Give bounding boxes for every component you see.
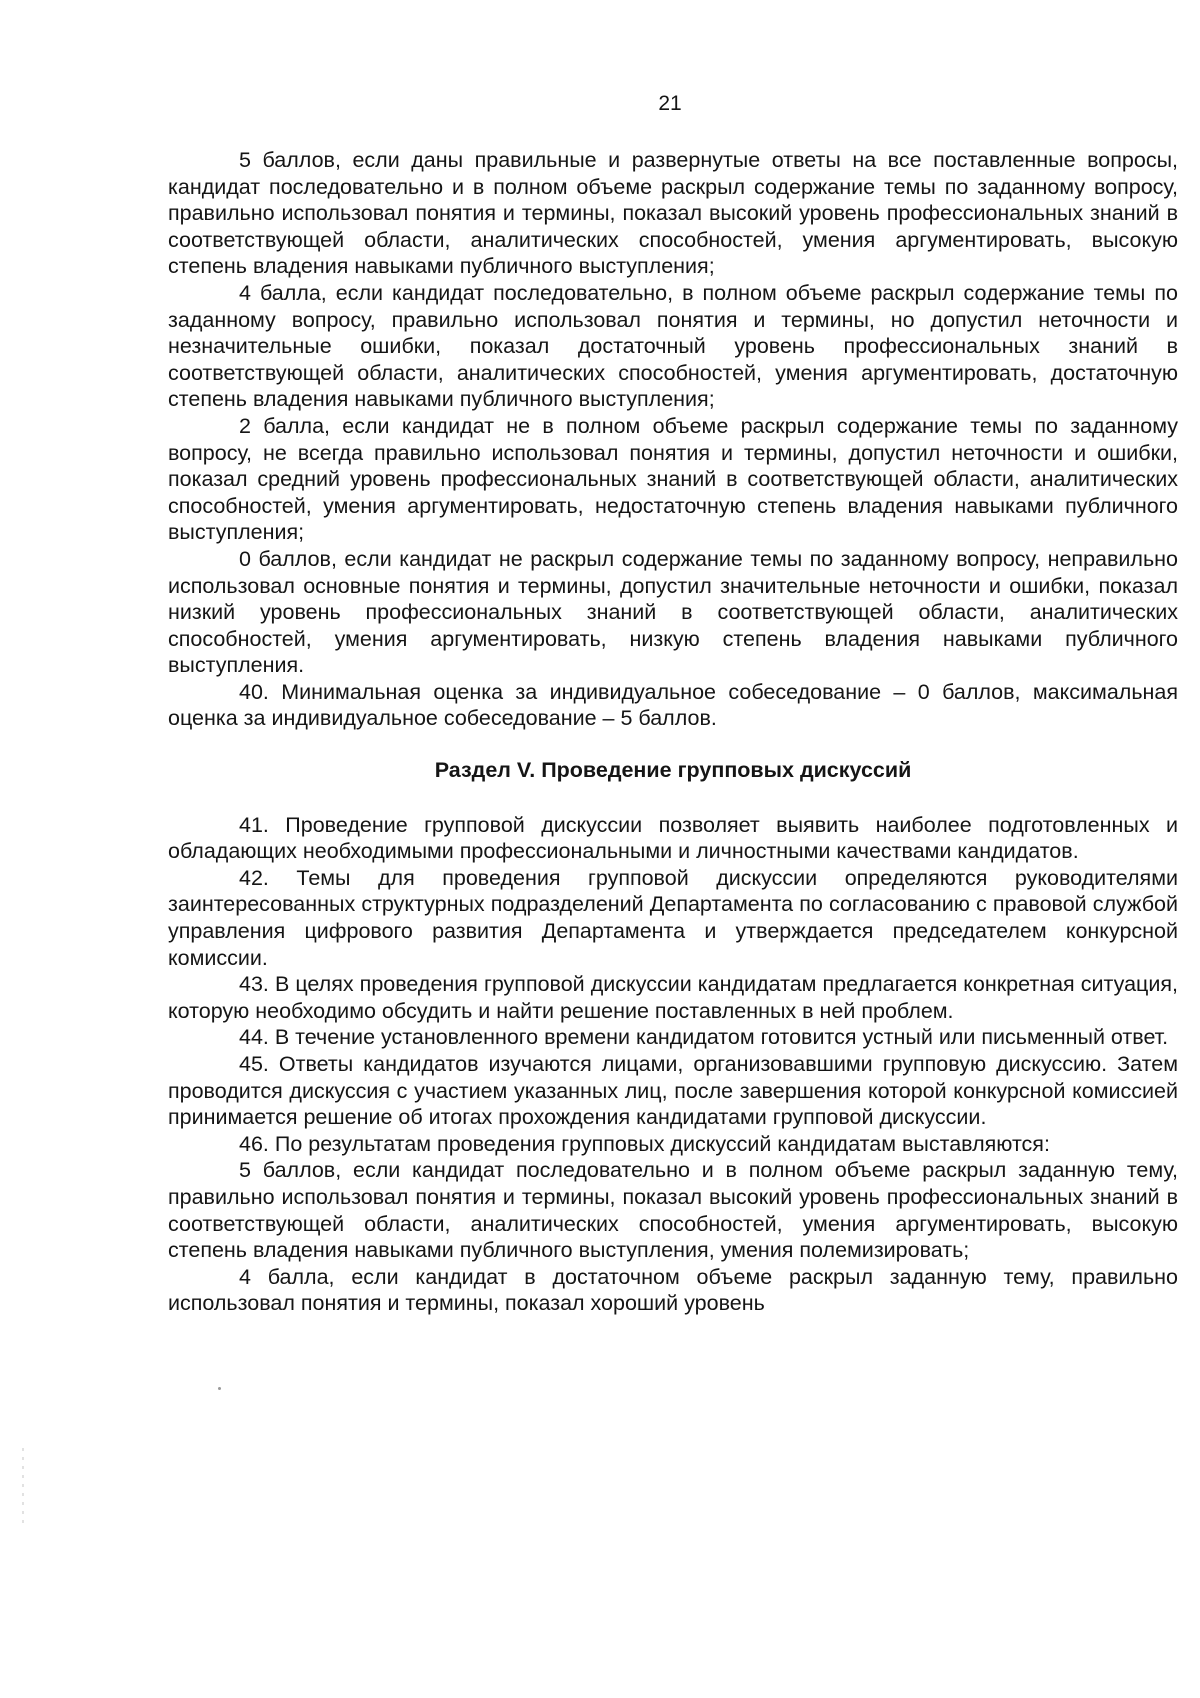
- paragraph: 0 баллов, если кандидат не раскрыл содержание темы по заданному вопросу, неправильно использовал основные понятия и термины, допустил значительные неточности и ошибки, показал низкий уровень профессиональных знаний в соответствующей области, аналитических способностей, умения аргументировать, низкую степень владения навыками публичного выступления.: [168, 546, 1178, 678]
- paragraph: 41. Проведение групповой дискуссии позволяет выявить наиболее подготовленных и обладающих необходимыми профессиональными и личностными качествами кандидатов.: [168, 812, 1178, 864]
- paragraph: 45. Ответы кандидатов изучаются лицами, организовавшими групповую дискуссию. Затем проводится дискуссия с участием указанных лиц, после завершения которой конкурсной комиссией принимается решение об итогах прохождения кандидатами групповой дискуссии.: [168, 1052, 1178, 1130]
- document-body: [168, 147, 1178, 1317]
- paragraph: 4 балла, если кандидат последовательно, в полном объеме раскрыл содержание темы по заданному вопросу, правильно использовал понятия и термины, но допустил неточности и незначительные ошибки, показал достаточный уровень профессиональных знаний в соответствующей области, аналитических способностей, умения аргументировать, достаточную степень владения навыками публичного выступления;: [168, 280, 1178, 412]
- paragraph: 5 баллов, если даны правильные и развернутые ответы на все поставленные вопросы, кандидат последовательно и в полном объеме раскрыл содержание темы по заданному вопросу, правильно использовал понятия и термины, показал высокий уровень профессиональных знаний в соответствующей области, аналитических способностей, умения аргументировать, высокую степень владения навыками публичного выступления;: [168, 148, 1178, 279]
- scan-margin-artifact: [22, 1448, 24, 1528]
- paragraph: 43. В целях проведения групповой дискуссии кандидатам предлагается конкретная ситуация, которую необходимо обсудить и найти решение поставленных в ней проблем.: [168, 972, 1178, 1023]
- scan-speck: [218, 1387, 221, 1390]
- section-heading: Раздел V. Проведение групповых дискуссий: [434, 758, 912, 783]
- paragraph: 46. По результатам проведения групповых дискуссий кандидатам выставляются:: [239, 1131, 1050, 1156]
- paragraph: 5 баллов, если кандидат последовательно и в полном объеме раскрыл заданную тему, правильно использовал понятия и термины, показал высокий уровень профессиональных знаний в соответствующей области, аналитических способностей, умения аргументировать, высокую степень владения навыками публичного выступления, умения полемизировать;: [168, 1158, 1178, 1263]
- paragraph: 44. В течение установленного времени кандидатом готовится устный или письменный ответ.: [239, 1025, 1169, 1050]
- paragraph: 2 балла, если кандидат не в полном объеме раскрыл содержание темы по заданному вопросу, не всегда правильно использовал понятия и термины, допустил неточности и ошибки, показал средний уровень профессиональных знаний в соответствующей области, аналитических способностей, умения аргументировать, недостаточную степень владения навыками публичного выступления;: [168, 413, 1178, 545]
- page-number: 21: [658, 92, 682, 115]
- spacer: [168, 732, 1178, 757]
- paragraph: 4 балла, если кандидат в достаточном объеме раскрыл заданную тему, правильно использовал понятия и термины, показал хороший уровень: [168, 1264, 1178, 1316]
- spacer: [168, 784, 1178, 812]
- paragraph: 40. Минимальная оценка за индивидуальное собеседование – 0 баллов, максимальная оценка за индивидуальное собеседование – 5 баллов.: [168, 679, 1178, 731]
- paragraph: 42. Темы для проведения групповой дискуссии определяются руководителями заинтересованных структурных подразделений Департамента по согласованию с правовой службой управления цифрового развития Департамента и утверждается председателем конкурсной комиссии.: [168, 865, 1178, 970]
